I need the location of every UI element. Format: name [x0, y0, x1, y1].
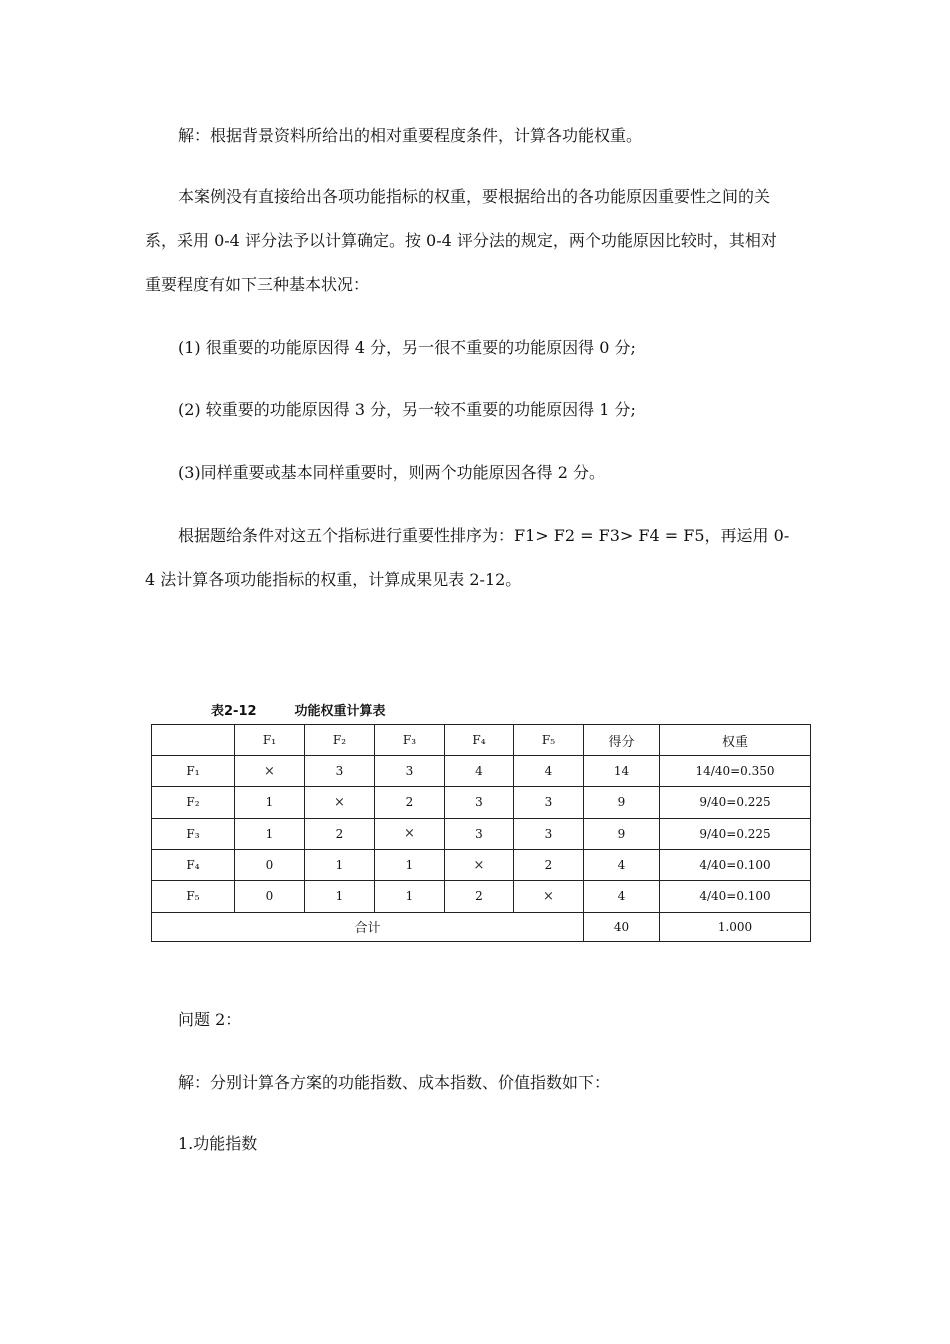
- table-cell: 3: [514, 818, 584, 849]
- weight-cell: 14/40=0.350: [660, 756, 811, 787]
- total-label: 合计: [152, 912, 584, 941]
- header-cell: F₁: [235, 725, 305, 756]
- paragraph-line: 问题 2：: [178, 1010, 242, 1029]
- table-cell: 2: [445, 881, 514, 912]
- table-cell: ×: [235, 756, 305, 787]
- table-cell: 3: [375, 756, 445, 787]
- function-weight-table: [151, 724, 811, 942]
- header-cell: 权重: [660, 725, 811, 756]
- rule-item-1: [145, 326, 815, 370]
- ranking-paragraph: [145, 514, 815, 602]
- row-label: F₂: [152, 787, 235, 818]
- table-caption: [211, 700, 386, 719]
- table-cell: 0: [235, 849, 305, 880]
- explanation-paragraph: [145, 175, 815, 307]
- table-cell: 1: [375, 881, 445, 912]
- score-cell: 9: [584, 787, 660, 818]
- paragraph-line: 本案例没有直接给出各项功能指标的权重，要根据给出的各功能原因重要性之间的关: [178, 187, 771, 206]
- table-cell: 0: [235, 881, 305, 912]
- weight-cell: 4/40=0.100: [660, 849, 811, 880]
- function-index-heading: [145, 1122, 815, 1166]
- table-cell: 4: [514, 756, 584, 787]
- score-cell: 9: [584, 818, 660, 849]
- table-number: 表2-12: [211, 704, 257, 719]
- score-cell: 4: [584, 849, 660, 880]
- total-score: 40: [584, 912, 660, 941]
- table-row: [152, 756, 811, 787]
- paragraph-line: 系，采用 0-4 评分法予以计算确定。按 0-4 评分法的规定，两个功能原因比较时，其相对: [145, 231, 777, 250]
- score-cell: 4: [584, 881, 660, 912]
- table-cell: 3: [445, 787, 514, 818]
- header-cell: F₅: [514, 725, 584, 756]
- header-cell: 得分: [584, 725, 660, 756]
- table-row: [152, 818, 811, 849]
- solution-2-intro: [145, 1061, 815, 1105]
- header-cell: F₄: [445, 725, 514, 756]
- table-title: 功能权重计算表: [294, 704, 386, 719]
- weight-cell: 9/40=0.225: [660, 787, 811, 818]
- row-label: F₃: [152, 818, 235, 849]
- table-cell: ×: [305, 787, 375, 818]
- table-row: [152, 849, 811, 880]
- table-cell: 1: [235, 787, 305, 818]
- header-cell: [152, 725, 235, 756]
- table-cell: 3: [514, 787, 584, 818]
- paragraph-line: 1.功能指数: [178, 1134, 258, 1153]
- paragraph-line: 解：根据背景资料所给出的相对重要程度条件，计算各功能权重。: [178, 126, 643, 145]
- table-cell: ×: [375, 818, 445, 849]
- table-cell: 2: [375, 787, 445, 818]
- weight-cell: 9/40=0.225: [660, 818, 811, 849]
- table-cell: 3: [305, 756, 375, 787]
- table-cell: 1: [305, 849, 375, 880]
- row-label: F₁: [152, 756, 235, 787]
- header-cell: F₃: [375, 725, 445, 756]
- paragraph-line: 根据题给条件对这五个指标进行重要性排序为：F1> F2 = F3> F4 = F5，再运用 0-: [178, 526, 790, 545]
- paragraph-line: 4 法计算各项功能指标的权重，计算成果见表 2-12。: [145, 570, 522, 589]
- table-cell: 2: [305, 818, 375, 849]
- table-header-row: [152, 725, 811, 756]
- paragraph-line: (3)同样重要或基本同样重要时，则两个功能原因各得 2 分。: [178, 463, 606, 482]
- rule-item-2: [145, 388, 815, 432]
- table-cell: 4: [445, 756, 514, 787]
- table-total-row: [152, 912, 811, 941]
- table-cell: 3: [445, 818, 514, 849]
- total-weight: 1.000: [660, 912, 811, 941]
- table-cell: 1: [375, 849, 445, 880]
- table-row: [152, 787, 811, 818]
- table-cell: 2: [514, 849, 584, 880]
- table-row: [152, 881, 811, 912]
- question-2-heading: [145, 998, 815, 1042]
- row-label: F₅: [152, 881, 235, 912]
- table-cell: ×: [445, 849, 514, 880]
- header-cell: F₂: [305, 725, 375, 756]
- weight-cell: 4/40=0.100: [660, 881, 811, 912]
- table-cell: 1: [235, 818, 305, 849]
- paragraph-line: (2) 较重要的功能原因得 3 分，另一较不重要的功能原因得 1 分;: [178, 400, 636, 419]
- solution-intro: [145, 114, 815, 158]
- rule-item-3: [145, 451, 815, 495]
- table-cell: ×: [514, 881, 584, 912]
- paragraph-line: 重要程度有如下三种基本状况：: [145, 275, 370, 294]
- row-label: F₄: [152, 849, 235, 880]
- paragraph-line: 解：分别计算各方案的功能指数、成本指数、价值指数如下：: [178, 1073, 611, 1092]
- score-cell: 14: [584, 756, 660, 787]
- table-cell: 1: [305, 881, 375, 912]
- paragraph-line: (1) 很重要的功能原因得 4 分，另一很不重要的功能原因得 0 分;: [178, 338, 636, 357]
